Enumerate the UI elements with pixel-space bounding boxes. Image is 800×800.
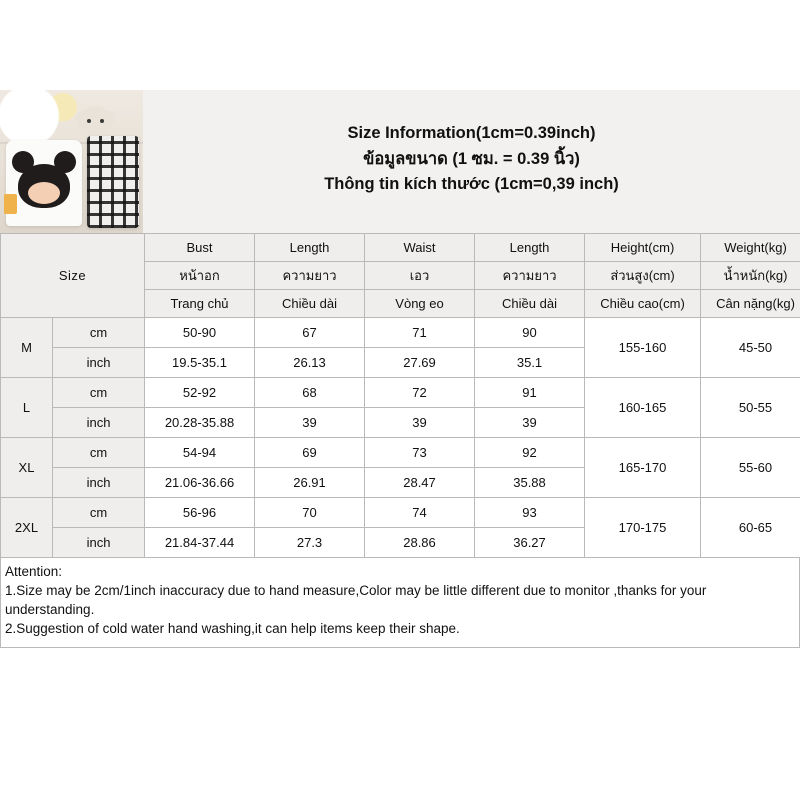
col-header-waist-th: เอว (365, 262, 475, 290)
cell-waist-inch: 28.47 (365, 468, 475, 498)
row-unit-inch: inch (53, 468, 145, 498)
title-line-th: ข้อมูลขนาด (1 ซม. = 0.39 นิ้ว) (363, 149, 580, 168)
row-size-l: L (1, 378, 53, 438)
cell-length1-cm: 69 (255, 438, 365, 468)
cell-height: 160-165 (585, 378, 701, 438)
attention-block (0, 558, 800, 648)
cell-length2-cm: 90 (475, 318, 585, 348)
col-header-waist-vi: Vòng eo (365, 290, 475, 318)
cell-length2-inch: 39 (475, 408, 585, 438)
attention-title: Attention: (5, 564, 63, 579)
col-header-length2-en: Length (475, 234, 585, 262)
col-header-weight-vi: Cân nặng(kg) (701, 290, 800, 318)
cell-bust-inch: 20.28-35.88 (145, 408, 255, 438)
row-size-xl: XL (1, 438, 53, 498)
row-unit-cm: cm (53, 438, 145, 468)
cell-bust-cm: 50-90 (145, 318, 255, 348)
cell-length1-inch: 39 (255, 408, 365, 438)
col-header-bust-vi: Trang chủ (145, 290, 255, 318)
row-unit-cm: cm (53, 318, 145, 348)
table-row (1, 498, 800, 528)
col-header-waist-en: Waist (365, 234, 475, 262)
row-unit-inch: inch (53, 528, 145, 558)
cell-waist-cm: 73 (365, 438, 475, 468)
cell-bust-cm: 56-96 (145, 498, 255, 528)
row-size-2xl: 2XL (1, 498, 53, 558)
col-header-length1-en: Length (255, 234, 365, 262)
title-line-vi: Thông tin kích thước (1cm=0,39 inch) (324, 175, 619, 194)
col-header-length1-vi: Chiều dài (255, 290, 365, 318)
col-header-length2-th: ความยาว (475, 262, 585, 290)
col-header-bust-en: Bust (145, 234, 255, 262)
cell-height: 155-160 (585, 318, 701, 378)
chart-header (0, 90, 800, 233)
row-unit-inch: inch (53, 348, 145, 378)
col-header-bust-th: หน้าอก (145, 262, 255, 290)
cell-bust-cm: 52-92 (145, 378, 255, 408)
col-header-weight-en: Weight(kg) (701, 234, 800, 262)
cell-bust-cm: 54-94 (145, 438, 255, 468)
cell-length1-cm: 70 (255, 498, 365, 528)
cell-weight: 55-60 (701, 438, 800, 498)
attention-line-1-cont: understanding. (5, 602, 95, 618)
col-header-weight-th: น้ำหนัก(kg) (701, 262, 800, 290)
cell-bust-inch: 19.5-35.1 (145, 348, 255, 378)
cell-length2-inch: 35.1 (475, 348, 585, 378)
cell-length2-cm: 93 (475, 498, 585, 528)
cell-length1-inch: 26.91 (255, 468, 365, 498)
cell-waist-inch: 27.69 (365, 348, 475, 378)
photo-tag-icon (4, 194, 17, 214)
col-header-height-vi: Chiều cao(cm) (585, 290, 701, 318)
cell-waist-inch: 39 (365, 408, 475, 438)
cell-weight: 50-55 (701, 378, 800, 438)
cell-length1-cm: 68 (255, 378, 365, 408)
plaid-garment-graphic (87, 136, 139, 228)
col-header-length1-th: ความยาว (255, 262, 365, 290)
table-row (1, 378, 800, 408)
table-row (1, 438, 800, 468)
cell-waist-cm: 74 (365, 498, 475, 528)
cell-waist-inch: 28.86 (365, 528, 475, 558)
col-header-height-th: ส่วนสูง(cm) (585, 262, 701, 290)
title-block (143, 90, 800, 233)
cell-length1-inch: 27.3 (255, 528, 365, 558)
row-unit-inch: inch (53, 408, 145, 438)
size-chart-sheet (0, 90, 800, 648)
mickey-face-inner (28, 182, 60, 204)
cell-waist-cm: 71 (365, 318, 475, 348)
product-photo (0, 90, 143, 233)
teddy-bear-icon (78, 106, 112, 140)
attention-line-1: 1.Size may be 2cm/1inch inaccuracy due to hand measure,Color may be little different due to monitor ,thanks for your (5, 583, 707, 599)
cell-length1-inch: 26.13 (255, 348, 365, 378)
table-header-row-en (1, 234, 800, 262)
col-header-length2-vi: Chiều dài (475, 290, 585, 318)
row-unit-cm: cm (53, 498, 145, 528)
cell-height: 170-175 (585, 498, 701, 558)
cell-length1-cm: 67 (255, 318, 365, 348)
table-row (1, 318, 800, 348)
cell-waist-cm: 72 (365, 378, 475, 408)
size-table (0, 233, 800, 558)
col-header-height-en: Height(cm) (585, 234, 701, 262)
cell-height: 165-170 (585, 438, 701, 498)
cell-length2-cm: 91 (475, 378, 585, 408)
title-line-en: Size Information(1cm=0.39inch) (347, 124, 596, 143)
attention-line-2: 2.Suggestion of cold water hand washing,it can help items keep their shape. (5, 621, 460, 637)
cell-bust-inch: 21.84-37.44 (145, 528, 255, 558)
cell-length2-cm: 92 (475, 438, 585, 468)
cell-length2-inch: 36.27 (475, 528, 585, 558)
row-size-m: M (1, 318, 53, 378)
row-unit-cm: cm (53, 378, 145, 408)
cell-bust-inch: 21.06-36.66 (145, 468, 255, 498)
cell-length2-inch: 35.88 (475, 468, 585, 498)
cell-weight: 60-65 (701, 498, 800, 558)
cell-weight: 45-50 (701, 318, 800, 378)
size-header-cell: Size (1, 234, 145, 318)
